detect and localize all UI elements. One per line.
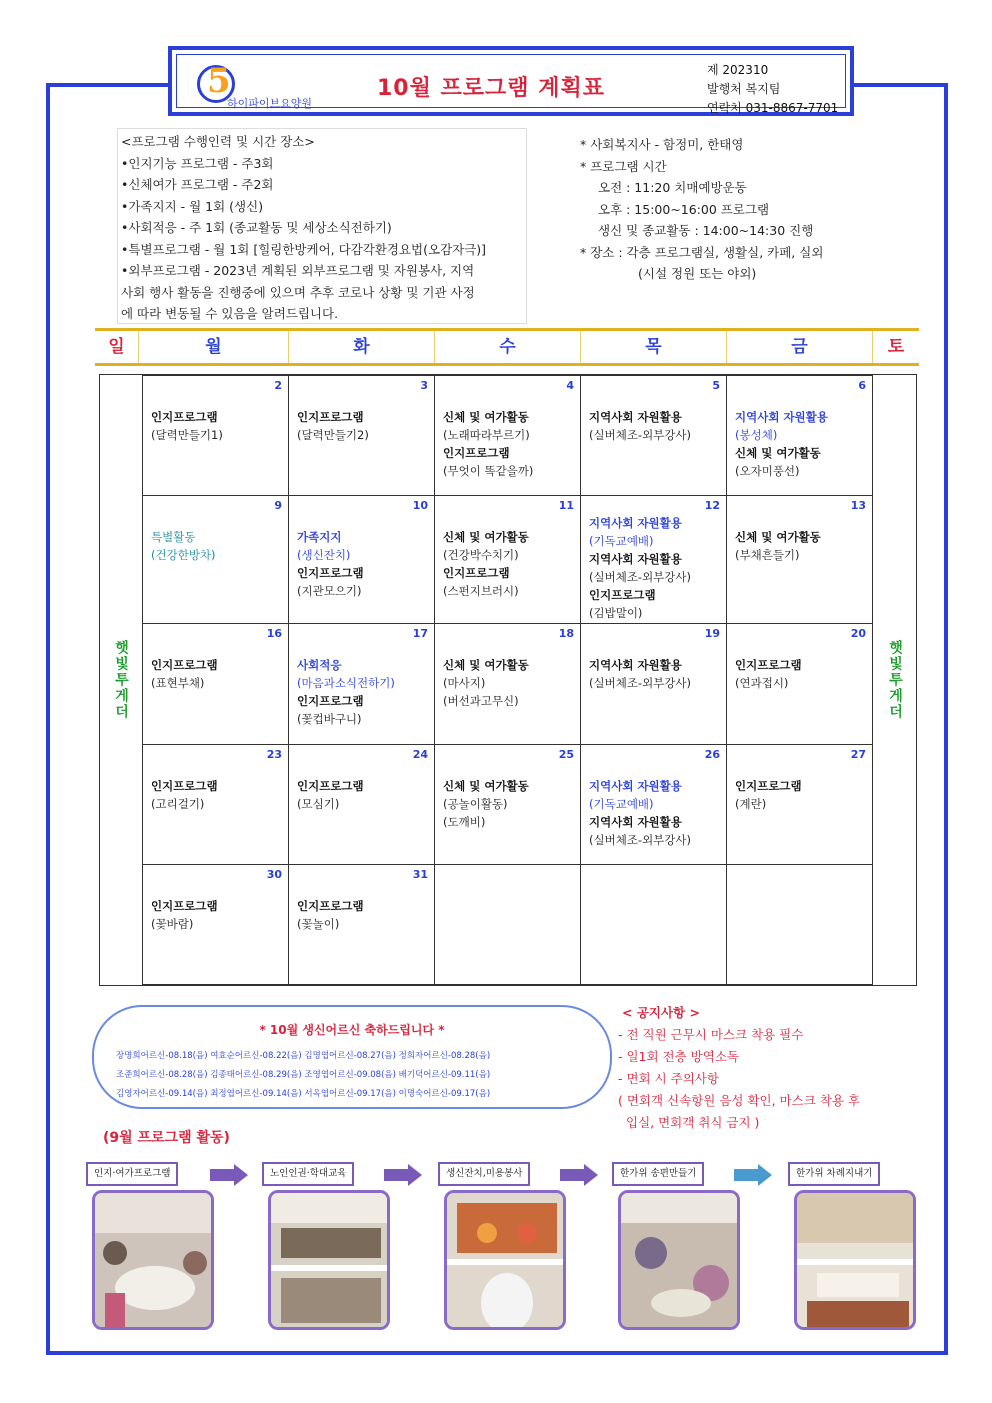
calendar-day-cell: [726, 495, 873, 624]
program-detail: (마사지): [443, 676, 486, 690]
day-number: 6: [858, 379, 866, 392]
info-line: * 프로그램 시간: [580, 158, 667, 174]
calendar-day-cell: [726, 623, 873, 745]
day-number: 2: [274, 379, 282, 392]
day-number: 31: [412, 868, 428, 881]
day-number: 27: [850, 748, 866, 761]
program-detail: (공놀이활동): [443, 797, 508, 811]
day-tue: 화: [289, 331, 435, 363]
program-detail: (기독교예배): [589, 534, 654, 548]
program-name: 지역사회 자원활용: [589, 658, 682, 672]
info-line: * 사회복지사 - 함정미, 한태영: [580, 137, 744, 152]
day-mon: 월: [139, 331, 289, 363]
activity-label: 한가위 차례지내기: [788, 1162, 880, 1186]
program-detail: (건강박수치기): [443, 548, 519, 562]
info-line: <프로그램 수행인력 및 시간 장소>: [121, 134, 315, 149]
day-programs: [297, 897, 426, 933]
activity-photo: [794, 1190, 916, 1330]
day-programs: [735, 408, 864, 480]
day-number: 24: [412, 748, 428, 761]
program-detail: (연과접시): [735, 676, 789, 690]
day-programs: [443, 408, 572, 480]
activity-photo: [92, 1190, 214, 1330]
program-detail: (실버체조-외부강사): [589, 428, 691, 442]
program-detail: (지관모으기): [297, 584, 362, 598]
activity-label: 노인인권·학대교육: [262, 1162, 354, 1186]
day-programs: [735, 777, 864, 813]
calendar-day-cell: [288, 623, 435, 745]
info-line: •사회적응 - 주 1회 (종교활동 및 세상소식전하기): [121, 220, 392, 235]
day-programs: [589, 408, 718, 444]
info-line: (시설 정원 또는 야외): [638, 266, 757, 281]
day-number: 13: [850, 499, 866, 512]
program-name: 지역사회 자원활용: [589, 779, 682, 793]
publisher: 발행처 복지팀: [707, 82, 781, 96]
program-name: 인지프로그램: [151, 899, 218, 913]
program-detail: (스펀지브러시): [443, 584, 519, 598]
day-programs: [589, 777, 718, 849]
arrow-icon: [560, 1164, 600, 1186]
calendar-day-cell: [288, 495, 435, 624]
info-line: 생신 및 종교활동 : 14:00~14:30 진행: [598, 223, 814, 238]
program-name: 인지프로그램: [151, 410, 218, 424]
day-programs: [443, 656, 572, 710]
program-detail: (실버체조-외부강사): [589, 676, 691, 690]
day-number: 3: [420, 379, 428, 392]
day-number: 5: [712, 379, 720, 392]
day-programs: [151, 897, 280, 933]
program-name: 신체 및 여가활동: [735, 446, 821, 460]
info-line: •특별프로그램 - 월 1회 [힐링한방케어, 다감각환경요법(오감자극)]: [121, 241, 487, 257]
calendar-day-cell: [580, 744, 727, 865]
program-detail: (기독교예배): [589, 797, 654, 811]
birthday-row: 조준희어르신-08.28(음) 김종태어르신-08.29(음) 조영엽어르신-09.08(음) 배기덕어르신-09.11(음): [116, 1070, 491, 1080]
day-number: 9: [274, 499, 282, 512]
calendar-day-cell: [434, 623, 581, 745]
arrow-icon: [210, 1164, 250, 1186]
calendar-day-cell: [726, 744, 873, 865]
page-title: 10월 프로그램 계획표: [377, 76, 605, 101]
day-sun: 일: [95, 331, 139, 363]
program-detail: (달력만들기1): [151, 428, 223, 442]
info-line: •신체여가 프로그램 - 주2회: [121, 177, 274, 192]
calendar-day-cell: [288, 375, 435, 496]
day-wed: 수: [435, 331, 581, 363]
program-name: 인지프로그램: [297, 694, 364, 708]
day-programs: [151, 777, 280, 813]
program-detail: (꽃컵바구니): [297, 712, 362, 726]
day-number: 10: [412, 499, 428, 512]
program-name: 지역사회 자원활용: [589, 516, 682, 530]
day-programs: [151, 408, 280, 444]
program-detail: (건강한방차): [151, 548, 216, 562]
info-line: •인지기능 프로그램 - 주3회: [121, 155, 274, 171]
program-name: 지역사회 자원활용: [589, 815, 682, 829]
program-name: 인지프로그램: [443, 566, 510, 580]
day-programs: [151, 656, 280, 692]
arrow-icon: [734, 1164, 774, 1186]
calendar-day-cell: [142, 744, 289, 865]
calendar-grid: [99, 374, 917, 986]
program-detail: (노래따라부르기): [443, 428, 530, 442]
info-line: •외부프로그램 - 2023년 계획된 외부프로그램 및 자원봉사, 지역: [121, 263, 475, 278]
day-thu: 목: [581, 331, 727, 363]
program-detail: (오자미풍선): [735, 464, 800, 478]
program-detail: (표현부채): [151, 676, 205, 690]
calendar-day-cell: [580, 623, 727, 745]
program-name: 인지프로그램: [443, 446, 510, 460]
program-name: 가족지지: [297, 530, 342, 544]
program-name: 지역사회 자원활용: [735, 410, 828, 424]
day-programs: [297, 656, 426, 728]
calendar-day-cell: [288, 864, 435, 985]
program-name: 지역사회 자원활용: [589, 410, 682, 424]
program-name: 인지프로그램: [735, 658, 802, 672]
day-number: 26: [704, 748, 720, 761]
program-detail: (달력만들기2): [297, 428, 369, 442]
notice-box: [618, 1002, 918, 1134]
activities-title: (9월 프로그램 활동): [103, 1130, 230, 1146]
calendar-day-cell: [288, 744, 435, 865]
header: [168, 46, 854, 116]
calendar-day-cell: [142, 495, 289, 624]
day-programs: [589, 514, 718, 622]
day-number: 16: [266, 627, 282, 640]
notice-item: 입실, 면회객 취식 금지 ): [626, 1115, 760, 1130]
contact: 연락처 031-8867-7701: [707, 101, 839, 115]
info-line: 오전 : 11:20 치매예방운동: [598, 180, 747, 195]
day-number: 19: [704, 627, 720, 640]
program-detail: (실버체조-외부강사): [589, 570, 691, 584]
program-detail: (버선과고무신): [443, 694, 519, 708]
day-number: 25: [558, 748, 574, 761]
day-programs: [443, 777, 572, 831]
logo-text: 하이파이브요양원: [227, 97, 313, 110]
calendar-day-cell: [580, 375, 727, 496]
program-name: 신체 및 여가활동: [443, 779, 529, 793]
weekday-header: [95, 328, 919, 366]
day-number: 20: [850, 627, 866, 640]
side-label-left: 햇빛투게더: [113, 640, 129, 720]
day-number: 17: [412, 627, 428, 640]
birthday-row: 김영자어르신-09.14(음) 최정엽어르신-09.14(음) 서옥엽어르신-09.17(음) 이명숙어르신-09.17(음): [116, 1089, 491, 1099]
program-name: 지역사회 자원활용: [589, 552, 682, 566]
program-name: 인지프로그램: [297, 566, 364, 580]
day-number: 23: [266, 748, 282, 761]
program-name: 인지프로그램: [735, 779, 802, 793]
logo: 5 하이파이브요양원: [197, 65, 317, 109]
day-programs: [735, 528, 864, 564]
day-number: 18: [558, 627, 574, 640]
program-detail: (마음과소식전하기): [297, 676, 395, 690]
day-programs: [151, 528, 280, 564]
day-fri: 금: [727, 331, 873, 363]
program-name: 신체 및 여가활동: [443, 658, 529, 672]
program-name: 사회적응: [297, 658, 342, 672]
calendar-day-cell: [434, 495, 581, 624]
notice-item: ( 면회객 신속항원 음성 확인, 마스크 착용 후: [618, 1093, 860, 1108]
day-programs: [735, 656, 864, 692]
program-schedule-info: [580, 134, 910, 285]
calendar-day-cell: [434, 375, 581, 496]
activity-label: 인지·여가프로그램: [86, 1162, 178, 1186]
program-detail: (실버체조-외부강사): [589, 833, 691, 847]
activity-label: 한가위 송편만들기: [612, 1162, 704, 1186]
birthday-box: [92, 1005, 612, 1109]
birthday-row: 장명희어르신-08.18(음) 여효순어르신-08.22(음) 김명엽어르신-08.27(음) 정희자어르신-08.28(음): [116, 1051, 491, 1061]
notice-title: < 공지사항 >: [622, 1005, 700, 1020]
info-line: 오후 : 15:00~16:00 프로그램: [598, 201, 770, 217]
arrow-icon: [384, 1164, 424, 1186]
program-name: 신체 및 여가활동: [443, 530, 529, 544]
program-name: 신체 및 여가활동: [735, 530, 821, 544]
activity-photo: [618, 1190, 740, 1330]
issue-number: 제 202310: [707, 63, 769, 77]
calendar-day-cell: [726, 375, 873, 496]
calendar-day-cell: [434, 864, 581, 985]
activity-label: 생신잔치,미용봉사: [438, 1162, 530, 1186]
day-number: 30: [266, 868, 282, 881]
header-meta: [707, 61, 838, 118]
side-label-right: 햇빛투게더: [887, 640, 903, 720]
day-number: 12: [704, 499, 720, 512]
program-detail: (무엇이 똑같을까): [443, 464, 534, 478]
calendar-day-cell: [142, 864, 289, 985]
day-programs: [297, 408, 426, 444]
info-line: 에 따라 변동될 수 있음을 알려드립니다.: [121, 306, 339, 321]
program-detail: (도깨비): [443, 815, 486, 829]
notice-item: - 면회 시 주의사항: [618, 1071, 719, 1086]
day-programs: [297, 528, 426, 600]
program-info: [117, 128, 527, 324]
info-line: 사회 행사 활동을 진행중에 있으며 추후 코로나 상황 및 기관 사정: [121, 284, 475, 300]
program-detail: (부채흔들기): [735, 548, 800, 562]
program-name: 신체 및 여가활동: [443, 410, 529, 424]
program-name: 인지프로그램: [297, 899, 364, 913]
day-number: 11: [558, 499, 574, 512]
program-detail: (봉성체): [735, 428, 778, 442]
program-detail: (계란): [735, 797, 767, 811]
program-name: 인지프로그램: [297, 779, 364, 793]
calendar-day-cell: [142, 375, 289, 496]
calendar-day-cell: [726, 864, 873, 985]
calendar-day-cell: [434, 744, 581, 865]
calendar-day-cell: [142, 623, 289, 745]
info-line: * 장소 : 각층 프로그램실, 생활실, 카페, 실외: [580, 244, 824, 260]
day-programs: [589, 656, 718, 692]
birthday-title: * 10월 생신어르신 축하드립니다 *: [259, 1023, 445, 1037]
day-number: 4: [566, 379, 574, 392]
program-name: 인지프로그램: [297, 410, 364, 424]
program-detail: (생신잔치): [297, 548, 351, 562]
program-name: 인지프로그램: [589, 588, 656, 602]
program-detail: (김밥말이): [589, 606, 643, 620]
calendar-day-cell: [580, 495, 727, 624]
program-name: 특별활동: [151, 530, 196, 544]
day-programs: [297, 777, 426, 813]
day-sat: 토: [887, 337, 905, 357]
program-name: 인지프로그램: [151, 779, 218, 793]
program-detail: (고리걸기): [151, 797, 205, 811]
day-programs: [443, 528, 572, 600]
info-line: •가족지지 - 월 1회 (생신): [121, 198, 264, 214]
program-detail: (모심기): [297, 797, 340, 811]
notice-item: - 전 직원 근무시 마스크 착용 필수: [618, 1027, 804, 1042]
notice-item: - 일1회 전층 방역소독: [618, 1049, 739, 1064]
program-detail: (꽃놀이): [297, 917, 340, 931]
calendar-day-cell: [580, 864, 727, 985]
activity-photo: [444, 1190, 566, 1330]
program-detail: (꽃바람): [151, 917, 194, 931]
program-name: 인지프로그램: [151, 658, 218, 672]
activity-photo: [268, 1190, 390, 1330]
